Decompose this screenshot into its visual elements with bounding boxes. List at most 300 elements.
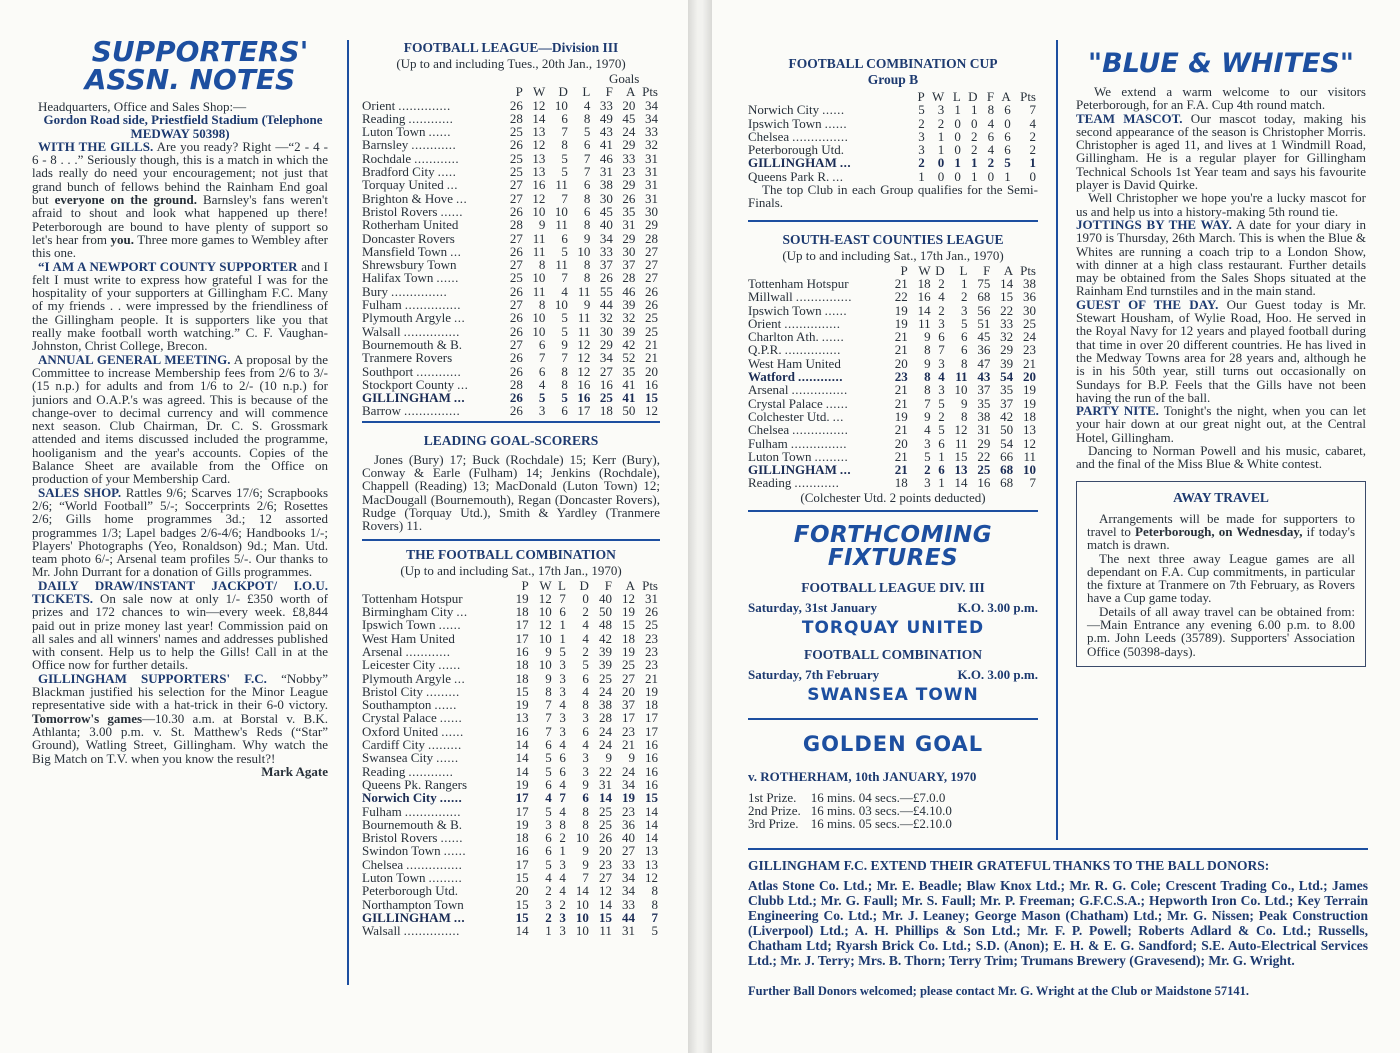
column-header: W <box>533 84 546 100</box>
stat-cell: 19 <box>621 643 635 659</box>
stat-cell: 34 <box>599 350 613 366</box>
stat-cell: 14 <box>598 790 612 806</box>
stat-cell: 28 <box>645 230 658 246</box>
stat-cell: 15 <box>645 790 658 806</box>
team-name: Tranmere Rovers <box>362 350 453 366</box>
stat-cell: 30 <box>1023 302 1036 318</box>
team-cell <box>362 205 503 218</box>
column-header: A <box>1003 262 1014 278</box>
leader-dots: ............ <box>414 150 460 166</box>
stat-cell: 21 <box>894 395 908 411</box>
stat-cell: 14 <box>1000 275 1014 291</box>
column-header: W <box>931 89 945 104</box>
prize-time: 16 mins. 05 secs.—£2.10.0 <box>810 816 952 832</box>
scorers-text: Jones (Bury) 17; Buck (Rochdale) 15; Kerr (Bury), Conway & Earle (Fulham) 14; Jenkins (Rochdale), Chappell (Reading) 13; MacDonald (Luton Town) 12; MacDougall (Bournemouth), Regan (Doncaster Rovers), Rudge (Torquay Utd.), Smith & Yardley (Tranmere Rovers) 11. <box>362 451 660 534</box>
stat-cell: 11 <box>555 257 568 273</box>
team-cell <box>748 290 888 303</box>
stat-cell: 23 <box>1023 342 1036 358</box>
table-row <box>362 138 658 151</box>
stat-cell: 33 <box>599 243 613 259</box>
stat-cell: 1 <box>970 155 978 171</box>
stat-cell: 33 <box>645 124 658 140</box>
table-row <box>362 218 658 231</box>
stat-cell: 19 <box>621 604 635 620</box>
team-cell <box>362 351 503 364</box>
stat-cell: 27 <box>621 670 635 686</box>
stat-cell: 18 <box>515 830 529 846</box>
stat-cell: 6 <box>538 336 546 352</box>
southeast-bottom-rule <box>748 510 1038 512</box>
stat-cell: 46 <box>622 283 636 299</box>
stat-cell: 4 <box>938 369 945 385</box>
bw-guest-text: Our Guest today is Mr. Stewart Housham, of Wylie Road, Hoo. He served in the Royal Navy for 12 years and played football during that time in over 20 different countries. He has lived in the Medway Towns area for 28 years and, although he is in his 50th year, still turns out occasionally on Sundays for B.P. Feels that the Gills have not been having the run of the ball. <box>1076 296 1366 405</box>
leader-dots <box>467 777 470 792</box>
team-cell <box>362 858 508 871</box>
bw-jottings-text: A date for your diary in 1970 is Thursday, 26th March. This is when the Blue & Whites are running a coach trip to a London Show, with dinner at a high class restaurant. Further details may be obtained from the Sales Shops situated at the Rainham End turnstiles and in the main stand. <box>1076 216 1366 299</box>
stat-cell: 2 <box>1029 128 1036 144</box>
stat-cell: 8 <box>545 683 552 699</box>
stat-cell: 24 <box>621 763 635 779</box>
supporters-title-line1: SUPPORTERS' <box>91 38 309 68</box>
stat-cell: 5 <box>938 422 945 438</box>
stat-cell: 14 <box>515 923 529 939</box>
bw-guest-heading: GUEST OF THE DAY. <box>1076 296 1219 312</box>
leader-dots <box>452 350 455 365</box>
stat-cell: 5 <box>561 310 568 326</box>
table-row <box>362 152 658 165</box>
stat-cell: 4 <box>924 422 931 438</box>
team-name: Plymouth Argyle <box>362 310 451 326</box>
column-header: L <box>959 262 968 278</box>
stat-cell: 19 <box>515 816 529 832</box>
stat-cell: 9 <box>628 750 635 766</box>
team-cell <box>362 218 503 231</box>
team-cell <box>748 343 888 356</box>
stat-cell: 28 <box>509 376 523 392</box>
stat-cell: 11 <box>599 923 612 939</box>
stat-cell: 3 <box>918 142 925 158</box>
stat-cell: 5 <box>561 164 568 180</box>
prize-label: 3rd Prize. <box>748 816 799 832</box>
stat-cell: 31 <box>645 190 658 206</box>
stat-cell: 10 <box>575 923 589 939</box>
column-header: Pts <box>642 577 658 593</box>
stat-cell: 21 <box>894 422 908 438</box>
leader-dots: ............... <box>406 856 463 872</box>
stat-cell: 0 <box>954 115 961 131</box>
stat-cell: 6 <box>583 177 591 193</box>
stat-cell: 26 <box>645 604 658 620</box>
stat-cell: 0 <box>937 168 945 184</box>
away-travel-p3: Details of all away travel can be obtained from:—Main Entrance any evening 6.00 p.m. to 8.00 p.m. John Leeds (35789). Supporters' Association Office (50398-days). <box>1087 603 1355 659</box>
team-cell <box>362 765 508 778</box>
stat-cell: 24 <box>598 737 612 753</box>
team-cell <box>362 632 508 645</box>
leader-dots: ......... <box>427 737 462 753</box>
column-header: A <box>625 577 635 593</box>
leader-dots: ............... <box>391 283 448 299</box>
bw-welcome-paragraph: We extend a warm welcome to our visitors Peterborough, for an F.A. Cup 4th round match. <box>1076 84 1366 113</box>
table-row <box>362 884 658 897</box>
team-name: Barnsley <box>362 137 409 153</box>
stat-cell: 10 <box>532 310 546 326</box>
table-row <box>362 178 658 191</box>
table-row <box>362 365 658 378</box>
table-row <box>362 765 658 778</box>
stat-cell: 26 <box>645 283 658 299</box>
stat-cell: 37 <box>599 257 613 273</box>
stat-cell: 12 <box>621 590 635 606</box>
southeast-note: (Colchester Utd. 2 points deducted) <box>800 489 986 505</box>
stat-cell: 11 <box>532 283 546 299</box>
fixture2-competition: FOOTBALL COMBINATION <box>804 646 982 662</box>
bw-lucky-paragraph: Well Christopher we hope you're a lucky mascot for us and help us into a history-making 5th round tie. <box>1076 190 1366 219</box>
stat-cell: 0 <box>1029 168 1036 184</box>
team-name: Arsenal <box>362 643 403 659</box>
fixtures-title: FORTHCOMING FIXTURES <box>793 521 993 571</box>
leader-dots: ... <box>839 462 852 478</box>
stat-cell: 22 <box>1000 302 1014 318</box>
stat-cell: 2 <box>938 302 945 318</box>
table-header-row <box>362 579 658 592</box>
stat-cell: 38 <box>1023 275 1036 291</box>
newport-letter-heading: “I AM A NEWPORT COUNTY SUPPORTER <box>38 258 298 274</box>
stat-cell: 31 <box>621 923 635 939</box>
table-row <box>362 232 658 245</box>
table-row <box>362 645 658 658</box>
team-cell <box>362 125 503 138</box>
leader-dots: ............ <box>405 643 451 659</box>
team-name: Rochdale <box>362 150 412 166</box>
stat-cell: 21 <box>645 350 658 366</box>
stat-cell: 4 <box>559 883 566 899</box>
stat-cell: 4 <box>938 289 945 305</box>
stat-cell: 10 <box>554 97 568 113</box>
table-row <box>362 605 658 618</box>
team-name: Peterborough Utd. <box>748 142 845 158</box>
table-row <box>748 437 1036 450</box>
team-cell <box>362 698 508 711</box>
team-cell <box>362 378 503 391</box>
leader-dots: ... <box>453 670 466 686</box>
newport-letter-text: and I felt I must write to express how grateful I was for the hospitality of your supporters at Gillingham F.C. Many of my friends . . were impressed by the friendliness of the Gillingham people. It is supporters like you that really make football worth watching.” C. F. Vaughan-Johnston, Christ College, Brecon. <box>32 258 328 354</box>
team-name: GILLINGHAM <box>362 909 451 925</box>
team-cell <box>362 258 503 271</box>
team-name: Swindon Town <box>362 843 441 859</box>
team-name: Bournemouth & B. <box>362 336 463 352</box>
team-cell <box>362 245 503 258</box>
table-row <box>362 778 658 791</box>
stat-cell: 7 <box>545 710 552 726</box>
stat-cell: 8 <box>987 102 995 118</box>
stat-cell: 2 <box>582 643 589 659</box>
team-name: Watford <box>748 369 795 385</box>
stat-cell: 30 <box>599 190 613 206</box>
stat-cell: 17 <box>645 710 658 726</box>
stat-cell: 3 <box>559 923 566 939</box>
southeast-title: SOUTH-EAST COUNTIES LEAGUE <box>782 231 1004 247</box>
stat-cell: 3 <box>559 710 566 726</box>
stat-cell: 9 <box>924 355 931 371</box>
stat-cell: 17 <box>515 617 529 633</box>
stat-cell: 4 <box>559 870 566 886</box>
stat-cell: 6 <box>582 790 589 806</box>
stat-cell: 25 <box>509 150 523 166</box>
team-cell <box>362 805 508 818</box>
stat-cell: 6 <box>1004 142 1011 158</box>
stat-cell: 2 <box>918 115 925 131</box>
stat-cell: 11 <box>577 310 591 326</box>
donors-footer: Further Ball Donors welcomed; please contact Mr. G. Wright at the Club or Maidstone 57141. <box>748 984 1250 998</box>
team-cell <box>362 99 503 112</box>
column-header: L <box>952 89 961 104</box>
stat-cell: 3 <box>938 355 945 371</box>
right-tables-column <box>748 56 1038 836</box>
table-row <box>748 370 1036 383</box>
column-header: P <box>917 89 925 104</box>
stat-cell: 15 <box>645 390 658 406</box>
column-header: P <box>515 84 523 100</box>
stat-cell: 16 <box>645 763 658 779</box>
team-name: Ipswich Town <box>362 617 436 633</box>
team-name: Bristol Rovers <box>362 203 438 219</box>
stat-cell: 23 <box>645 657 658 673</box>
stat-cell: 41 <box>622 376 636 392</box>
stat-cell: 3 <box>924 435 931 451</box>
table-row <box>748 423 1036 436</box>
table-row <box>748 463 1036 476</box>
daily-draw-paragraph <box>32 579 328 672</box>
stat-cell: 2 <box>961 289 968 305</box>
hq-intro-text: Headquarters, Office and Sales Shop:— <box>38 99 247 114</box>
team-name: Orient <box>362 97 396 113</box>
leader-dots: ...... <box>438 617 462 633</box>
stat-cell: 26 <box>509 310 523 326</box>
newport-letter-paragraph <box>32 260 328 353</box>
stat-cell: 1 <box>1004 168 1011 184</box>
team-cell <box>362 391 503 404</box>
cup-note: The top Club in each Group qualifies for the Semi-Finals. <box>748 182 1038 211</box>
stat-cell: 31 <box>645 164 658 180</box>
stat-cell: 27 <box>645 243 658 259</box>
team-name: Crystal Palace <box>748 395 823 411</box>
stat-cell: 6 <box>583 203 591 219</box>
stat-cell: 27 <box>509 297 523 313</box>
fixture2-date-line <box>748 667 1038 683</box>
team-cell <box>362 298 503 311</box>
team-cell <box>362 138 503 151</box>
stat-cell: 20 <box>645 363 658 379</box>
stat-cell: 2 <box>559 830 566 846</box>
stat-cell: 3 <box>582 710 589 726</box>
table-row <box>362 898 658 911</box>
stat-cell: 21 <box>894 275 908 291</box>
team-cell <box>362 924 508 937</box>
team-name: Luton Town <box>748 448 812 464</box>
stat-cell: 1 <box>954 155 961 171</box>
stat-cell: 0 <box>1004 115 1011 131</box>
stat-cell: 17 <box>515 790 529 806</box>
stat-cell: 15 <box>621 617 635 633</box>
stat-cell: 9 <box>924 408 931 424</box>
stat-cell: 9 <box>582 776 589 792</box>
table-row <box>362 858 658 871</box>
fixture2-date: Saturday, 7th February <box>748 666 880 682</box>
stat-cell: 41 <box>622 390 636 406</box>
table-row <box>362 258 658 271</box>
leader-dots: ...... <box>443 843 467 859</box>
stat-cell: 21 <box>894 462 908 478</box>
team-cell <box>362 871 508 884</box>
with-the-gills-text: Are you ready? Right —“2 - 4 - 6 - 8 . . .” Seriously though, this is a match in which the lads really do need your encouragement; not just that grand bunch of fellows behind the Rainham End goal but <box>32 138 328 208</box>
table-row <box>748 103 1036 116</box>
stat-cell: 23 <box>622 164 636 180</box>
header-team-spacer <box>362 85 503 98</box>
stat-cell: 4 <box>987 142 995 158</box>
stat-cell: 19 <box>1023 395 1036 411</box>
stat-cell: 7 <box>1029 475 1036 491</box>
stat-cell: 8 <box>561 363 568 379</box>
table-row <box>362 205 658 218</box>
stat-cell: 8 <box>582 803 589 819</box>
team-cell <box>748 304 888 317</box>
stat-cell: 17 <box>577 403 591 419</box>
stat-cell: 39 <box>598 643 612 659</box>
stat-cell: 5 <box>582 657 589 673</box>
stat-cell: 66 <box>1000 448 1014 464</box>
team-name: Arsenal <box>748 382 789 398</box>
stat-cell: 29 <box>645 217 658 233</box>
ball-donors-section <box>748 858 1368 1018</box>
team-name: Chelsea <box>748 422 790 438</box>
leader-dots <box>455 631 458 646</box>
stat-cell: 12 <box>577 350 591 366</box>
stat-cell: 52 <box>622 350 636 366</box>
column-header: W <box>918 262 931 278</box>
stat-cell: 11 <box>555 177 568 193</box>
team-cell <box>362 404 503 417</box>
team-name: Ipswich Town <box>748 115 822 131</box>
team-cell <box>362 791 508 804</box>
stat-cell: 39 <box>622 297 636 313</box>
stat-cell: 33 <box>621 896 635 912</box>
bw-party-text: Tonight's the night, when you can let your hair down at our great night out, at the Central Hotel, Gillingham. <box>1076 403 1366 445</box>
column-header: Pts <box>1020 262 1036 278</box>
combination-subtitle: (Up to and including Sat., 17th Jan., 1970) <box>400 562 622 578</box>
column-header: D <box>935 262 945 278</box>
team-cell <box>362 751 508 764</box>
stat-cell: 25 <box>598 670 612 686</box>
team-cell <box>362 311 503 324</box>
stat-cell: 9 <box>605 750 612 766</box>
stat-cell: 47 <box>977 355 991 371</box>
team-name: Queens Park R. <box>748 168 830 184</box>
prize-time: 16 mins. 04 secs.—£7.0.0 <box>810 789 946 805</box>
stat-cell: 2 <box>545 883 552 899</box>
stat-cell: 51 <box>977 315 991 331</box>
table-row <box>362 751 658 764</box>
team-cell <box>362 285 503 298</box>
stat-cell: 13 <box>645 843 658 859</box>
stat-cell: 0 <box>582 590 589 606</box>
table-row <box>362 685 658 698</box>
away-travel-p1-text: Arrangements will be made for supporters to travel to <box>1087 510 1355 539</box>
stat-cell: 16 <box>515 723 529 739</box>
leader-dots: ......... <box>814 448 849 464</box>
stat-cell: 54 <box>1000 435 1014 451</box>
stat-cell: 8 <box>961 355 968 371</box>
leader-dots: ... <box>456 604 468 620</box>
prize-row <box>748 817 952 830</box>
stat-cell: 25 <box>509 124 523 140</box>
stat-cell: 1 <box>937 128 945 144</box>
away-travel-p2: The next three away League games are all dependant on F.A. Cup commitments, in particular the fixture at Tranmere on 7th February, as Rovers have a Cup game today. <box>1087 550 1355 606</box>
table-row <box>748 277 1036 290</box>
stat-cell: 11 <box>1023 448 1036 464</box>
stat-cell: 20 <box>1023 369 1036 385</box>
stat-cell: 3 <box>938 315 945 331</box>
prize-label: 2nd Prize. <box>748 803 801 819</box>
golden-goal-prizes <box>748 791 952 831</box>
team-cell <box>362 618 508 631</box>
stat-cell: 16 <box>645 776 658 792</box>
away-travel-destination: Peterborough, on Wednesday, <box>1135 523 1303 539</box>
team-name: Q.P.R. <box>748 342 782 358</box>
stat-cell: 4 <box>559 697 566 713</box>
table-row <box>362 271 658 284</box>
team-name: Luton Town <box>362 870 426 886</box>
column-divider-right <box>1056 40 1058 840</box>
stat-cell: 68 <box>1000 475 1014 491</box>
leader-dots: ...... <box>825 395 849 411</box>
stat-cell: 24 <box>1023 329 1036 345</box>
stat-cell: 21 <box>894 329 908 345</box>
stat-cell: 10 <box>577 243 591 259</box>
stat-cell: 25 <box>645 617 658 633</box>
stat-cell: 9 <box>582 856 589 872</box>
leader-dots: ............... <box>790 435 847 451</box>
stat-cell: 16 <box>645 737 658 753</box>
team-cell <box>362 898 508 911</box>
stat-cell: 1 <box>938 448 945 464</box>
stat-cell: 8 <box>583 110 591 126</box>
stat-cell: 27 <box>509 177 523 193</box>
leader-dots: ... <box>456 190 468 206</box>
leader-dots: ............... <box>403 323 460 339</box>
table-row <box>748 476 1036 489</box>
stat-cell: 11 <box>532 230 546 246</box>
stat-cell: 16 <box>645 376 658 392</box>
stat-cell: 35 <box>1000 382 1014 398</box>
column-header: L <box>557 577 566 593</box>
team-name: Orient <box>748 315 782 331</box>
stat-cell: 35 <box>622 203 636 219</box>
leader-dots: ... <box>832 168 844 184</box>
table-row <box>362 99 658 112</box>
team-name: Fulham <box>748 435 788 451</box>
stat-cell: 2 <box>559 896 566 912</box>
table-row <box>748 117 1036 130</box>
stat-cell: 14 <box>515 763 529 779</box>
stat-cell: 45 <box>622 110 636 126</box>
stat-cell: 6 <box>938 462 945 478</box>
table-row <box>362 711 658 724</box>
team-name: Northampton Town <box>362 896 464 912</box>
team-name: GILLINGHAM <box>362 390 451 406</box>
stat-cell: 21 <box>894 382 908 398</box>
stat-cell: 1 <box>970 168 978 184</box>
stat-cell: 18 <box>917 275 931 291</box>
